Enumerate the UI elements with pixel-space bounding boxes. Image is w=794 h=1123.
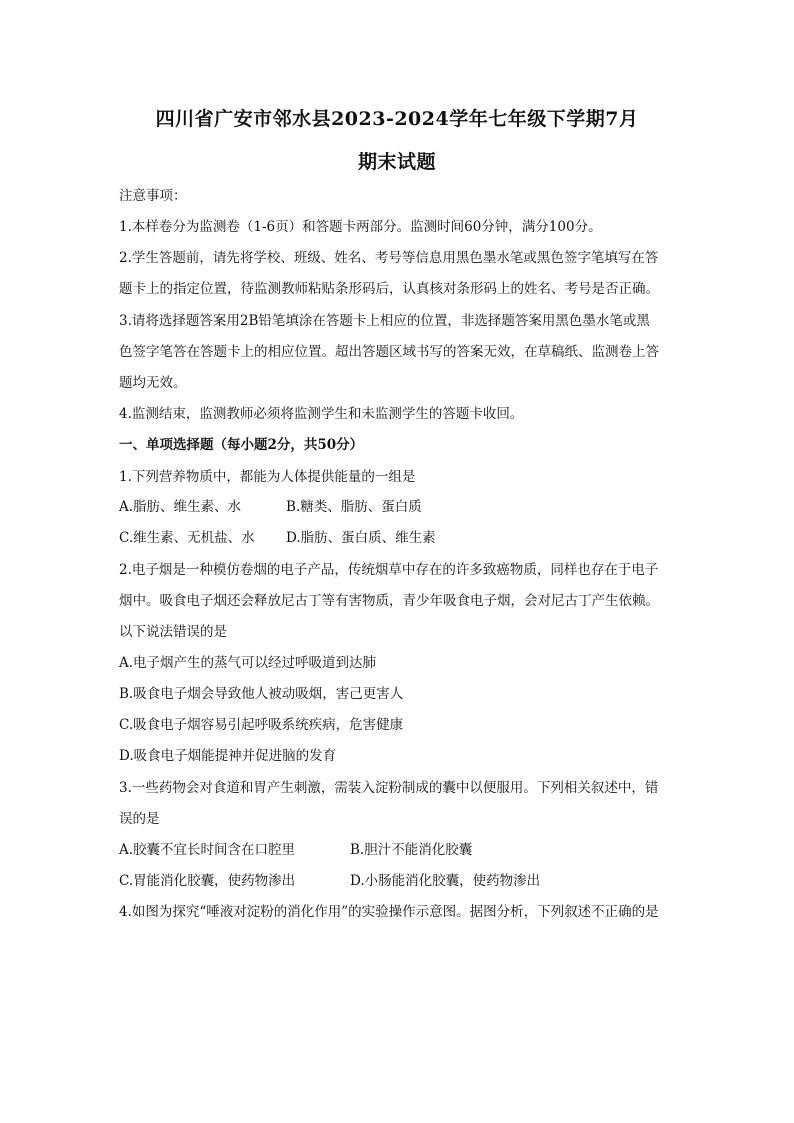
q2-option-c: C.吸食电子烟容易引起呼吸系统疾病，危害健康 — [119, 717, 404, 733]
notice-item-4: 4.监测结束，监测教师必须将监测学生和未监测学生的答题卡收回。 — [119, 406, 524, 422]
notice-item-3c: 题均无效。 — [119, 375, 187, 391]
q2-stem-b: 烟中。吸食电子烟还会释放尼古丁等有害物质，青少年吸食电子烟，会对尼古丁产生依赖。 — [119, 593, 659, 609]
section-heading: 一、单项选择题（每小题2分，共50分） — [119, 437, 364, 453]
q3-option-c: C.胃能消化胶囊，使药物渗出 — [119, 873, 296, 889]
q3-stem-a: 3.一些药物会对食道和胃产生刺激，需装入淀粉制成的囊中以便服用。下列相关叙述中，错 — [119, 780, 659, 796]
q1-stem: 1.下列营养物质中，都能为人体提供能量的一组是 — [119, 469, 416, 485]
exam-title-line2: 期末试题 — [357, 151, 436, 173]
q1-option-a: A.脂肪、维生素、水 — [119, 499, 242, 515]
notice-item-2a: 2.学生答题前，请先将学校、班级、姓名、考号等信息用黑色墨水笔或黑色签字笔填写在答 — [119, 250, 659, 266]
q1-option-c: C.维生素、无机盐、水 — [119, 530, 255, 546]
notice-item-1: 1.本样卷分为监测卷（1-6页）和答题卡两部分。监测时间60分钟，满分100分。 — [119, 219, 602, 235]
q2-stem-a: 2.电子烟是一种模仿卷烟的电子产品，传统烟草中存在的许多致癌物质，同样也存在于电子 — [119, 562, 659, 578]
q4-stem: 4.如图为探究“唾液对淀粉的消化作用”的实验操作示意图。据图分析，下列叙述不正确的是 — [119, 904, 659, 920]
q2-option-d: D.吸食电子烟能提神并促进脑的发育 — [119, 748, 337, 764]
q2-option-a: A.电子烟产生的蒸气可以经过呼吸道到达肺 — [119, 655, 377, 671]
q2-option-b: B.吸食电子烟会导致他人被动吸烟，害己更害人 — [119, 686, 404, 702]
notice-item-3a: 3.请将选择题答案用2B铅笔填涂在答题卡上相应的位置，非选择题答案用黑色墨水笔或黑 — [119, 313, 650, 329]
q3-option-d: D.小肠能消化胶囊，使药物渗出 — [350, 873, 541, 889]
q2-stem-c: 以下说法错误的是 — [119, 624, 227, 640]
q1-option-d: D.脂肪、蛋白质、维生素 — [286, 530, 436, 546]
q3-stem-b: 误的是 — [119, 811, 160, 827]
notice-item-3b: 色签字笔答在答题卡上的相应位置。超出答题区域书写的答案无效，在草稿纸、监测卷上答 — [119, 344, 659, 360]
notice-item-2b: 题卡上的指定位置，待监测教师粘贴条形码后，认真核对条形码上的姓名、考号是否正确。 — [119, 281, 659, 297]
q3-option-a: A.胶囊不宜长时间含在口腔里 — [119, 842, 296, 858]
exam-title-line1: 四川省广安市邻水县2023-2024学年七年级下学期7月 — [155, 108, 639, 130]
q3-option-b: B.胆汁不能消化胶囊 — [350, 842, 473, 858]
q1-option-b: B.糖类、脂肪、蛋白质 — [286, 499, 422, 515]
notice-heading: 注意事项： — [119, 188, 187, 204]
